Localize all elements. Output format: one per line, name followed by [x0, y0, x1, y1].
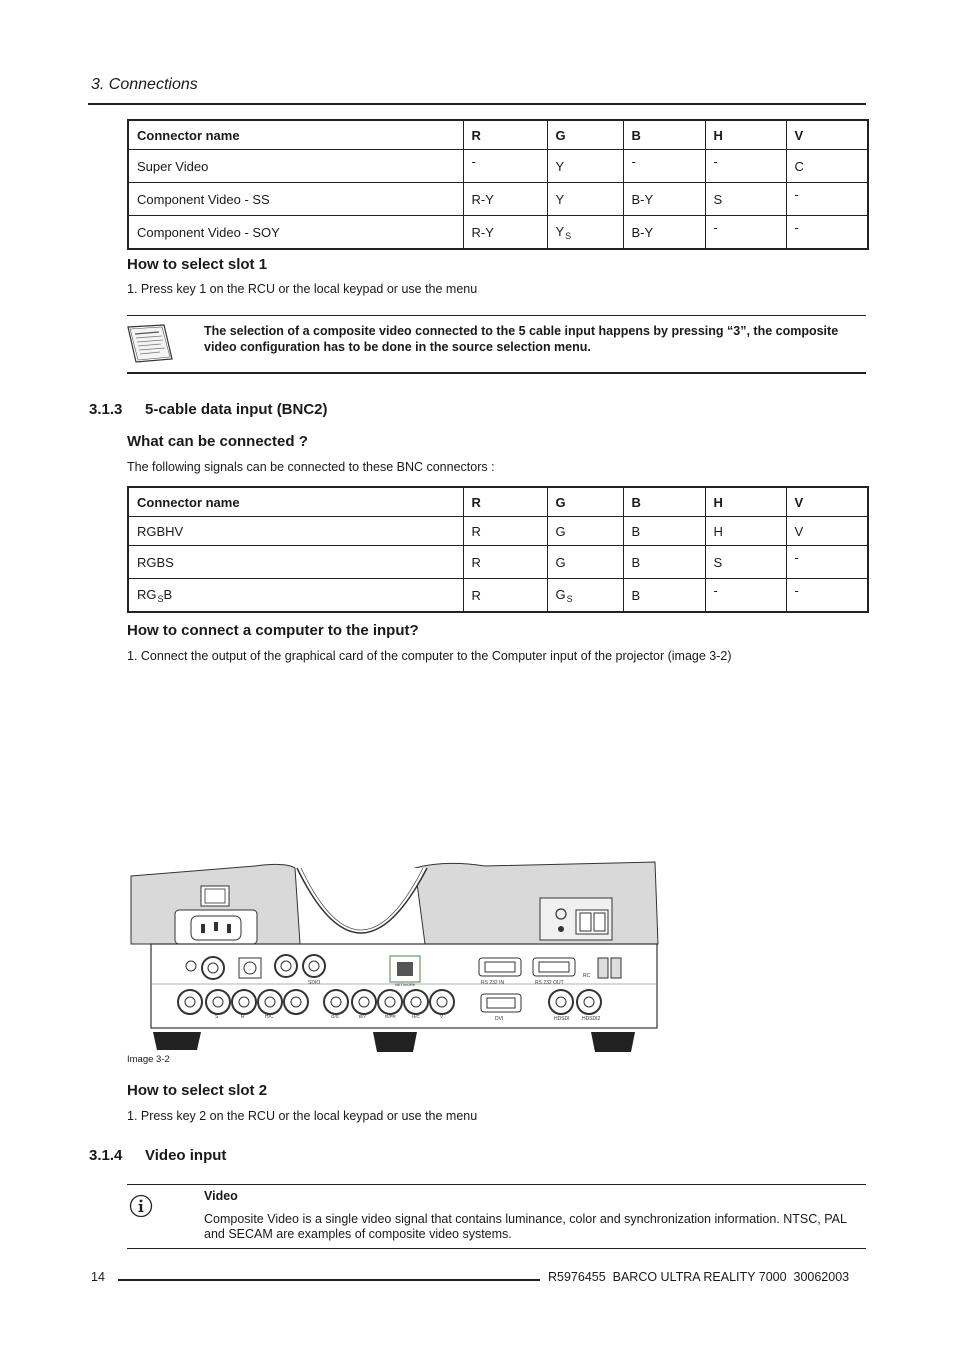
table-cell: RGBHV — [128, 517, 463, 546]
table-header-cell: R — [463, 120, 547, 150]
what-heading: What can be connected ? — [127, 433, 308, 450]
cell-suffix-text: B — [163, 586, 173, 602]
table-header-cell: H — [705, 487, 786, 517]
table-cell: R-Y — [463, 216, 547, 250]
slot1-step: 1. Press key 1 on the RCU or the local keypad or use the menu — [127, 282, 478, 296]
slot1-note-text: The selection of a composite video connected to the 5 cable input happens by pressing “3”, the composite video configuration has to be done in the source selection menu. — [204, 324, 839, 354]
video-note-title: Video — [204, 1189, 238, 1203]
info-icon — [129, 1194, 153, 1218]
table-cell: Component Video - SS — [128, 183, 463, 216]
hdsdi2-label: HDSDI2 — [582, 1016, 601, 1022]
table-cell: R-Y — [463, 183, 547, 216]
table-cell: S — [705, 183, 786, 216]
table-header-cell: H — [705, 120, 786, 150]
section-number: 3.1.3 — [89, 401, 123, 418]
table-cell: R — [463, 546, 547, 579]
rs232-in-label: RS 232 IN — [481, 980, 505, 986]
table-header-cell: G — [547, 487, 623, 517]
port-label: B/Y — [359, 1014, 367, 1019]
rs232-out-label: RS 232 OUT — [535, 980, 564, 986]
network-label: NETWORK — [395, 982, 416, 987]
computer-heading: How to connect a computer to the input? — [127, 622, 419, 639]
section-title: 5-cable data input (BNC2) — [145, 401, 328, 418]
cell-main-text: Y — [555, 223, 565, 239]
table-header-cell: V — [786, 487, 868, 517]
footer-rule — [118, 1279, 540, 1281]
page-number: 14 — [91, 1270, 105, 1284]
table-cell: R — [463, 579, 547, 613]
table-cell: C — [786, 150, 868, 183]
figure-caption: Image 3-2 — [127, 1054, 170, 1065]
table-row — [128, 579, 868, 613]
table-row — [128, 216, 868, 250]
table-header-row — [128, 487, 868, 517]
connector-table-1 — [127, 119, 869, 250]
table-cell: Y — [547, 150, 623, 183]
table-cell: - — [705, 579, 786, 613]
table-cell: - — [463, 150, 547, 183]
slot1-heading: How to select slot 1 — [127, 256, 268, 273]
table-cell: B-Y — [623, 216, 705, 250]
table-header-cell: B — [623, 487, 705, 517]
table-cell: - — [786, 546, 868, 579]
port-label: S — [215, 1014, 219, 1020]
cell-main-text: G — [555, 586, 566, 602]
table-cell — [547, 579, 623, 613]
table-row — [128, 546, 868, 579]
slot2-step: 1. Press key 2 on the RCU or the local keypad or use the menu — [127, 1109, 478, 1123]
table-cell: - — [623, 150, 705, 183]
table-cell: Y — [547, 183, 623, 216]
table-cell: - — [786, 579, 868, 613]
table-cell: - — [786, 183, 868, 216]
port-label: R — [241, 1014, 245, 1020]
table-cell: B — [623, 517, 705, 546]
table-cell: G — [547, 546, 623, 579]
connector-table-2 — [127, 486, 869, 613]
header-rule — [88, 103, 866, 105]
table-header-cell: G — [547, 120, 623, 150]
table-cell: H — [705, 517, 786, 546]
what-text: The following signals can be connected to these BNC connectors : — [127, 460, 495, 474]
table-header-cell: Connector name — [128, 487, 463, 517]
subscript: S — [565, 230, 572, 241]
subscript: S — [566, 593, 573, 604]
table-cell: S — [705, 546, 786, 579]
hdsdi-label: HDSDI — [554, 1016, 570, 1022]
table-row — [128, 183, 868, 216]
document-note-icon — [126, 323, 174, 363]
table-cell: - — [705, 216, 786, 250]
port-label: H/C — [412, 1014, 420, 1019]
note-top-rule — [127, 1184, 866, 1185]
section-title: Video input — [145, 1147, 227, 1164]
table-cell: Super Video — [128, 150, 463, 183]
note-bottom-rule — [127, 1248, 866, 1249]
table-cell: RGBS — [128, 546, 463, 579]
table-row — [128, 150, 868, 183]
table-header-cell: R — [463, 487, 547, 517]
table-cell — [547, 216, 623, 250]
port-label: G/S — [331, 1014, 339, 1019]
dvi-label: DVI — [495, 1016, 504, 1022]
note-bottom-rule — [127, 372, 866, 374]
slot2-heading: How to select slot 2 — [127, 1082, 268, 1099]
port-label: H/C — [265, 1014, 274, 1020]
footer-document-id: R5976455 BARCO ULTRA REALITY 7000 30062003 — [548, 1270, 850, 1284]
note-top-rule — [127, 315, 866, 316]
port-label: V — [440, 1014, 444, 1019]
table-cell: B — [623, 579, 705, 613]
table-header-cell: V — [786, 120, 868, 150]
cell-main-text: RG — [137, 586, 157, 602]
table-row — [128, 517, 868, 546]
projector-rear-illustration — [125, 858, 665, 1058]
computer-step: 1. Connect the output of the graphical card of the computer to the Computer input of the projector (image 3-2) — [127, 649, 732, 663]
section-number: 3.1.4 — [89, 1147, 123, 1164]
table-cell: - — [786, 216, 868, 250]
page-header-title: 3. Connections — [91, 76, 198, 93]
table-cell: R — [463, 517, 547, 546]
table-cell: - — [705, 150, 786, 183]
rc-label: RC — [583, 973, 591, 979]
table-cell: B — [623, 546, 705, 579]
video-note-text: Composite Video is a single video signal that contains luminance, color and synchronization information. NTSC, PAL and SECAM are examples of composite video systems. — [204, 1212, 847, 1241]
table-cell: Component Video - SOY — [128, 216, 463, 250]
port-label: R/PR — [385, 1014, 396, 1019]
subscript: S — [157, 593, 164, 604]
sdio-label: SDIO — [308, 980, 321, 986]
table-header-cell: B — [623, 120, 705, 150]
table-cell — [128, 579, 463, 613]
table-cell: G — [547, 517, 623, 546]
table-cell: V — [786, 517, 868, 546]
table-header-cell: Connector name — [128, 120, 463, 150]
table-header-row — [128, 120, 868, 150]
table-cell: B-Y — [623, 183, 705, 216]
